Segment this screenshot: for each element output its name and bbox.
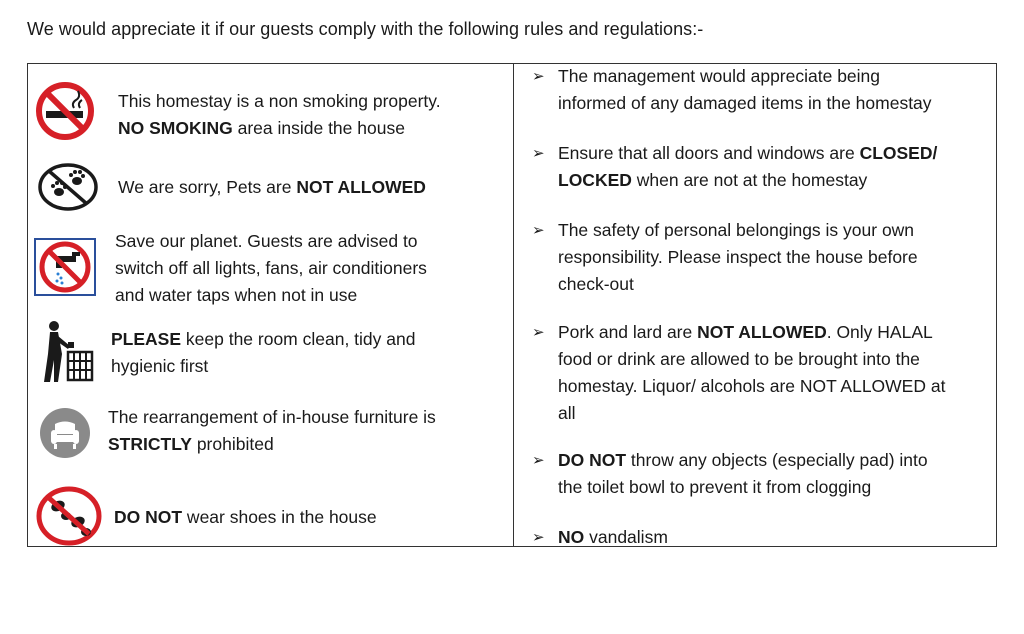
rule-toilet: DO NOT throw any objects (especially pad) into the toilet bowl to prevent it from clogging — [558, 450, 928, 497]
rule-report-damage: The management would appreciate being informed of any damaged items in the homestay — [558, 66, 932, 113]
armchair-icon — [38, 406, 92, 460]
no-pets-icon — [37, 162, 99, 212]
bullet-arrow-icon: ➢ — [532, 145, 545, 162]
rule-vandalism: NO vandalism — [558, 527, 668, 547]
rule-belongings: The safety of personal belongings is your own responsibility. Please inspect the house before check-out — [558, 220, 918, 294]
bullet-arrow-icon: ➢ — [532, 324, 545, 341]
water-tap-prohibited-icon — [34, 238, 96, 296]
rule-keep-clean: PLEASE keep the room clean, tidy and hygienic first — [111, 329, 416, 376]
rule-save-energy: Save our planet. Guests are advised to switch off all lights, fans, air conditioners and water taps when not in use — [115, 231, 427, 305]
rule-lock-doors: Ensure that all doors and windows are CLOSED/ LOCKED when are not at the homestay — [558, 143, 938, 190]
rule-no-shoes: DO NOT wear shoes in the house — [114, 507, 377, 527]
rule-halal: Pork and lard are NOT ALLOWED. Only HALAL food or drink are allowed to be brought into the homestay. Liquor/ alcohols are NOT ALLOWED at all — [558, 322, 946, 423]
intro-heading: We would appreciate it if our guests comply with the following rules and regulations:- — [27, 19, 704, 39]
rule-no-pets: We are sorry, Pets are NOT ALLOWED — [118, 177, 426, 197]
rule-no-smoking: This homestay is a non smoking property. NO SMOKING area inside the house — [118, 91, 441, 138]
no-shoes-icon — [36, 486, 102, 546]
bullet-arrow-icon: ➢ — [532, 222, 545, 239]
no-smoking-icon — [34, 80, 96, 142]
bullet-arrow-icon: ➢ — [532, 68, 545, 85]
trash-bin-person-icon — [40, 320, 96, 384]
bullet-arrow-icon: ➢ — [532, 529, 545, 546]
column-divider — [513, 64, 514, 546]
bullet-arrow-icon: ➢ — [532, 452, 545, 469]
rule-furniture: The rearrangement of in-house furniture is STRICTLY prohibited — [108, 407, 436, 454]
